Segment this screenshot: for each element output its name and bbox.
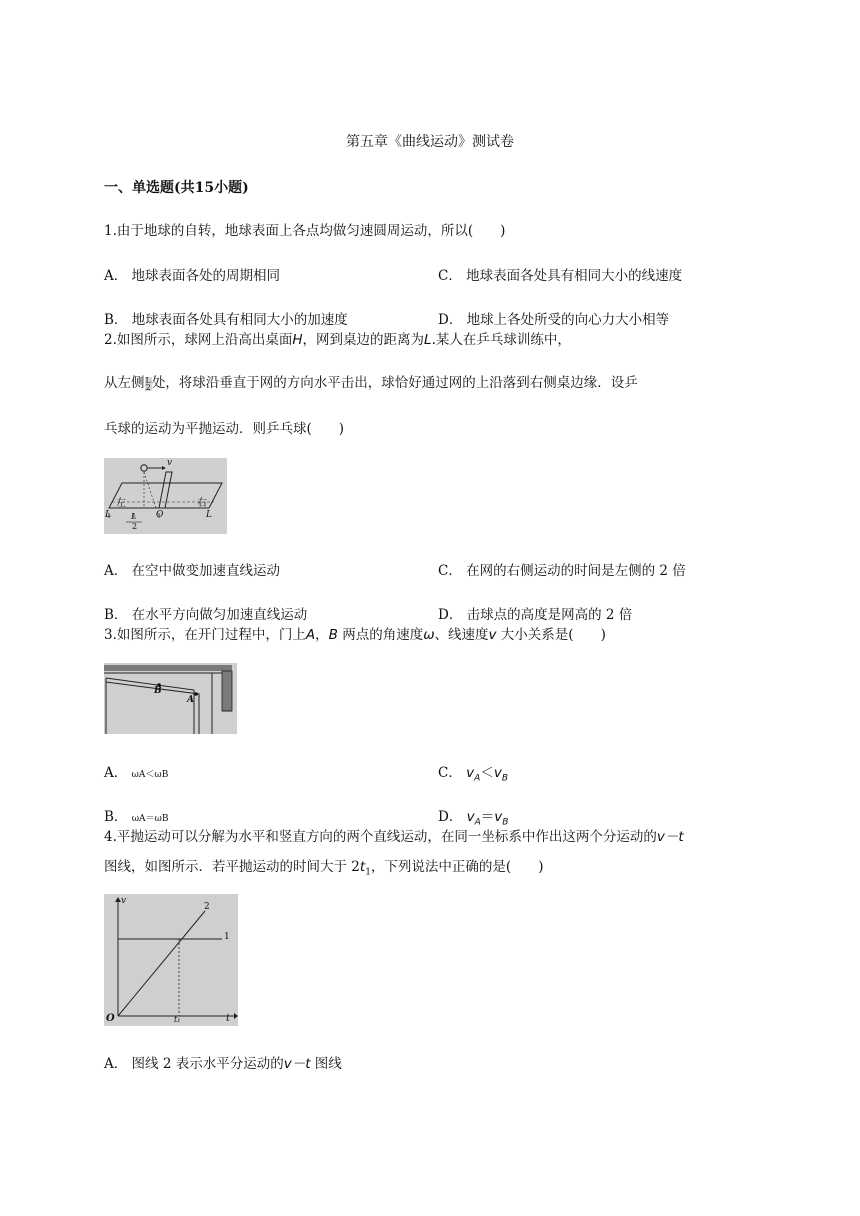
q1-option-b: B． 地球表面各处具有相同大小的加速度 <box>104 312 348 328</box>
q3-text: 两点的角速度 <box>337 627 424 643</box>
q2-text: .某人在乒乓球训练中， <box>431 332 571 348</box>
var-vt: v－t <box>283 1056 311 1072</box>
q3-option-a <box>104 761 168 781</box>
q2-text: ，网到桌边的距离为 <box>302 332 425 348</box>
question-3-stem <box>104 623 606 643</box>
q4-var-t: t <box>359 859 366 875</box>
subscript-a: A <box>474 817 481 828</box>
option-prefix: A． <box>104 765 128 781</box>
q3-door-figure <box>104 663 237 734</box>
q4-subscript: 1 <box>365 867 371 878</box>
q2-text: 处，将球沿垂直于网的方向水平击出，球恰好通过网的上沿落到右侧桌边缘．设乒 <box>151 375 638 391</box>
q3-var-a: A <box>305 627 316 643</box>
option-text: ωA＜ωB <box>131 770 169 780</box>
q2-text: 2.如图所示，球网上沿高出桌面 <box>104 332 293 348</box>
q4-fig-line1-label: 1 <box>224 932 230 942</box>
q3-fig-a-label: A <box>187 695 194 705</box>
var-v: v <box>493 765 502 781</box>
q4-var-vt: v－t <box>656 829 684 845</box>
option-prefix: B． <box>104 809 128 825</box>
relation: ＝ <box>480 809 495 825</box>
option-prefix: C． <box>438 765 462 781</box>
q2-option-b: B． 在水平方向做匀加速直线运动 <box>104 607 308 623</box>
q1-option-a: A． 地球表面各处的周期相同 <box>104 268 281 284</box>
q2-table-tennis-figure <box>104 458 227 534</box>
q1-option-c: C． 地球表面各处具有相同大小的线速度 <box>438 268 683 284</box>
option-text: ωA＝ωB <box>131 814 169 824</box>
option-text: 图线 <box>310 1056 342 1072</box>
q3-option-c <box>438 761 508 784</box>
option-prefix: D． <box>438 809 463 825</box>
q4-option-a <box>104 1052 342 1072</box>
q2-text: 从左侧 <box>104 375 145 391</box>
q4-fig-line2-label: 2 <box>204 902 210 912</box>
question-2-stem-line1 <box>104 328 571 348</box>
subscript-a: A <box>474 773 481 784</box>
q2-fig-l-label: L <box>105 510 111 520</box>
q3-option-b <box>104 805 169 825</box>
q1-option-d: D． 地球上各处所受的向心力大小相等 <box>438 312 670 328</box>
q2-fig-l-label: L <box>206 510 212 520</box>
q3-fig-b-label: B <box>154 686 162 696</box>
q3-var-v: v <box>488 627 497 643</box>
q3-text: 、线速度 <box>434 627 489 643</box>
q2-fig-v-label: v <box>167 458 173 468</box>
q2-fig-o-label: O <box>156 510 164 520</box>
relation: ＜ <box>480 765 494 781</box>
q4-fig-v-axis-label: v <box>121 896 127 906</box>
fraction-numerator: L <box>145 375 151 385</box>
q3-text: ， <box>315 627 329 643</box>
question-4-stem-line1 <box>104 825 684 845</box>
q2-fig-left-label: 左 <box>116 498 126 509</box>
q3-var-b: B <box>328 627 338 643</box>
question-4-stem-line2 <box>104 855 543 878</box>
option-text: A． 图线 2 表示水平分运动的 <box>104 1056 284 1072</box>
q4-text: ，下列说法中正确的是( ) <box>370 859 544 875</box>
q2-fig-half-den: 2 <box>132 522 138 531</box>
question-2-stem-line3: 乓球的运动为平抛运动．则乒乓球( ) <box>104 421 345 437</box>
var-v: v <box>466 765 475 781</box>
section-heading: 一、单选题(共15小题) <box>104 180 249 196</box>
q4-fig-t1-label: t₁ <box>174 1015 181 1024</box>
q2-var-h: H <box>292 332 303 348</box>
q3-var-omega: ω <box>423 627 435 643</box>
q4-text: 4.平抛运动可以分解为水平和竖直方向的两个直线运动，在同一坐标系中作出这两个分运动的 <box>104 829 657 845</box>
q4-fig-origin-label: O <box>106 1013 115 1024</box>
q2-fraction <box>145 377 152 391</box>
q4-vt-graph-figure <box>104 894 238 1026</box>
q2-option-a: A． 在空中做变加速直线运动 <box>104 563 281 579</box>
q3-text: 大小关系是( ) <box>496 627 606 643</box>
subscript-b: B <box>501 773 508 784</box>
q2-fig-right-label: 右 <box>197 498 207 509</box>
q2-fig-half-num: L <box>131 512 137 521</box>
q2-option-d: D． 击球点的高度是网高的 2 倍 <box>438 607 633 623</box>
q4-fig-t-axis-label: t <box>226 1013 231 1024</box>
var-v: v <box>466 809 475 825</box>
q3-text: 3.如图所示，在开门过程中，门上 <box>104 627 306 643</box>
question-1-stem: 1.由于地球的自转，地球表面上各点均做匀速圆周运动，所以( ) <box>104 223 506 239</box>
q2-var-l: L <box>424 332 432 348</box>
subscript-b: B <box>502 817 509 828</box>
page-title: 第五章《曲线运动》测试卷 <box>346 134 514 150</box>
q4-text: 图线，如图所示．若平抛运动的时间大于 2 <box>104 859 360 875</box>
fraction-denominator: 2 <box>145 382 151 392</box>
var-v: v <box>494 809 503 825</box>
question-2-stem-line2 <box>104 371 638 391</box>
q2-option-c: C． 在网的右侧运动的时间是左侧的 2 倍 <box>438 563 686 579</box>
